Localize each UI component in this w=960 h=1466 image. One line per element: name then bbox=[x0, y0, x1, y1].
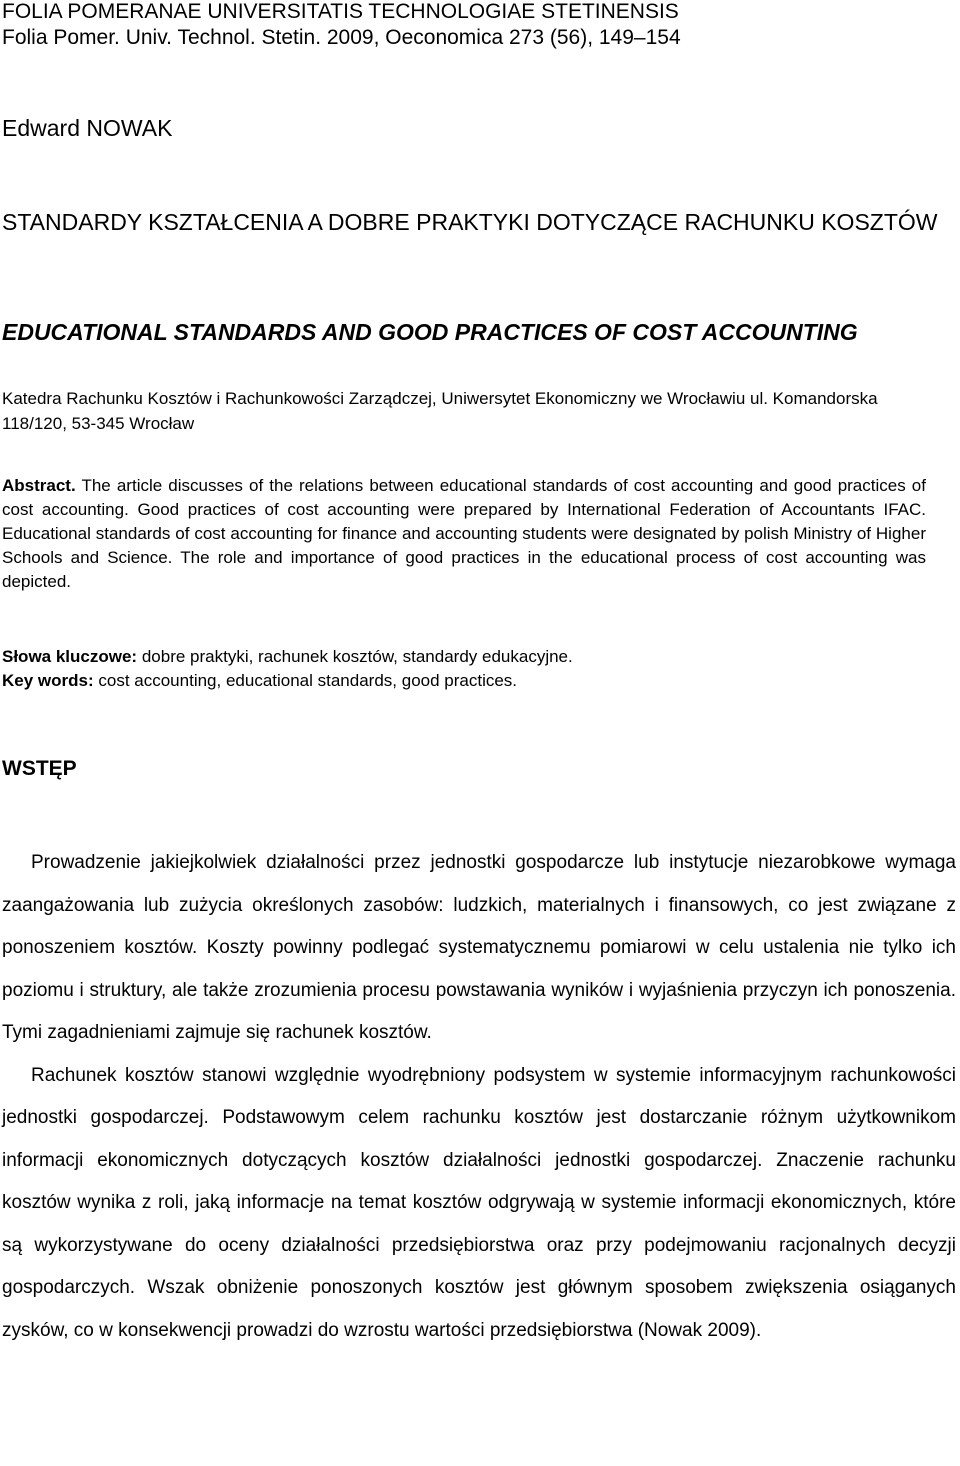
title-english: EDUCATIONAL STANDARDS AND GOOD PRACTICES OF COST ACCOUNTING bbox=[2, 319, 858, 345]
abstract-label: Abstract. bbox=[2, 476, 76, 495]
body-paragraph: Prowadzenie jakiejkolwiek działalności przez jednostki gospodarcze lub instytucje niezarobkowe wymaga zaangażowania lub zużycia określonych zasobów: ludzkich, materialnych i finansowych, co jest związane z ponoszeniem kosztów. Koszty powinny podlegać systematycznemu pomiarowi w celu ustalenia nie tylko ich poziomu i struktury, ale także zrozumienia procesu powstawania wyników i wyjaśnienia przyczyn ich ponoszenia. Tymi zagadnieniami zajmuje się rachunek kosztów. bbox=[2, 852, 956, 1043]
section-heading: WSTĘP bbox=[2, 757, 77, 780]
body-paragraph: Rachunek kosztów stanowi względnie wyodrębniony podsystem w systemie informacyjnym rachunkowości jednostki gospodarczej. Podstawowym celem rachunku kosztów jest dostarczanie różnym użytkownikom informacji ekonomicznych dotyczących kosztów działalności jednostki gospodarczej. Znaczenie rachunku kosztów wynika z roli, jaką informacje na temat kosztów odgrywają w systemie informacji ekonomicznych, które są wykorzystywane do oceny działalności przedsiębiorstwa oraz przy podejmowaniu racjonalnych decyzji gospodarczych. Wszak obniżenie ponoszonych kosztów jest głównym sposobem zwiększenia osiąganych zysków, co w konsekwencji prowadzi do wzrostu wartości przedsiębiorstwa (Nowak 2009). bbox=[2, 1064, 956, 1341]
keywords-english-label: Key words: bbox=[2, 671, 94, 690]
keywords-english bbox=[2, 669, 517, 693]
keywords-polish bbox=[2, 645, 573, 669]
author-affiliation: Katedra Rachunku Kosztów i Rachunkowości Zarządczej, Uniwersytet Ekonomiczny we Wrocławiu ul. Komandorska 118/120, 53-345 Wrocław bbox=[2, 389, 878, 433]
keywords-english-text: cost accounting, educational standards, good practices. bbox=[98, 671, 518, 690]
keywords-polish-text: dobre praktyki, rachunek kosztów, standardy edukacyjne. bbox=[141, 647, 573, 666]
abstract bbox=[2, 474, 926, 594]
title-polish: STANDARDY KSZTAŁCENIA A DOBRE PRAKTYKI DOTYCZĄCE RACHUNKU KOSZTÓW bbox=[2, 209, 938, 235]
author-name: Edward NOWAK bbox=[2, 115, 173, 141]
abstract-text: The article discusses of the relations between educational standards of cost accounting and good practices of cost accounting. Good practices of cost accounting were prepared by International Federation of Accountants IFAC. Educational standards of cost accounting for finance and accounting students were designated by polish Ministry of Higher Schools and Science. The role and importance of good practices in the educational process of cost accounting was depicted. bbox=[2, 476, 926, 591]
journal-name: FOLIA POMERANAE UNIVERSITATIS TECHNOLOGIAE STETINENSIS bbox=[2, 0, 679, 23]
keywords-polish-label: Słowa kluczowe: bbox=[2, 647, 138, 666]
journal-citation: Folia Pomer. Univ. Technol. Stetin. 2009, Oeconomica 273 (56), 149–154 bbox=[2, 26, 681, 49]
body-text bbox=[2, 842, 956, 1352]
